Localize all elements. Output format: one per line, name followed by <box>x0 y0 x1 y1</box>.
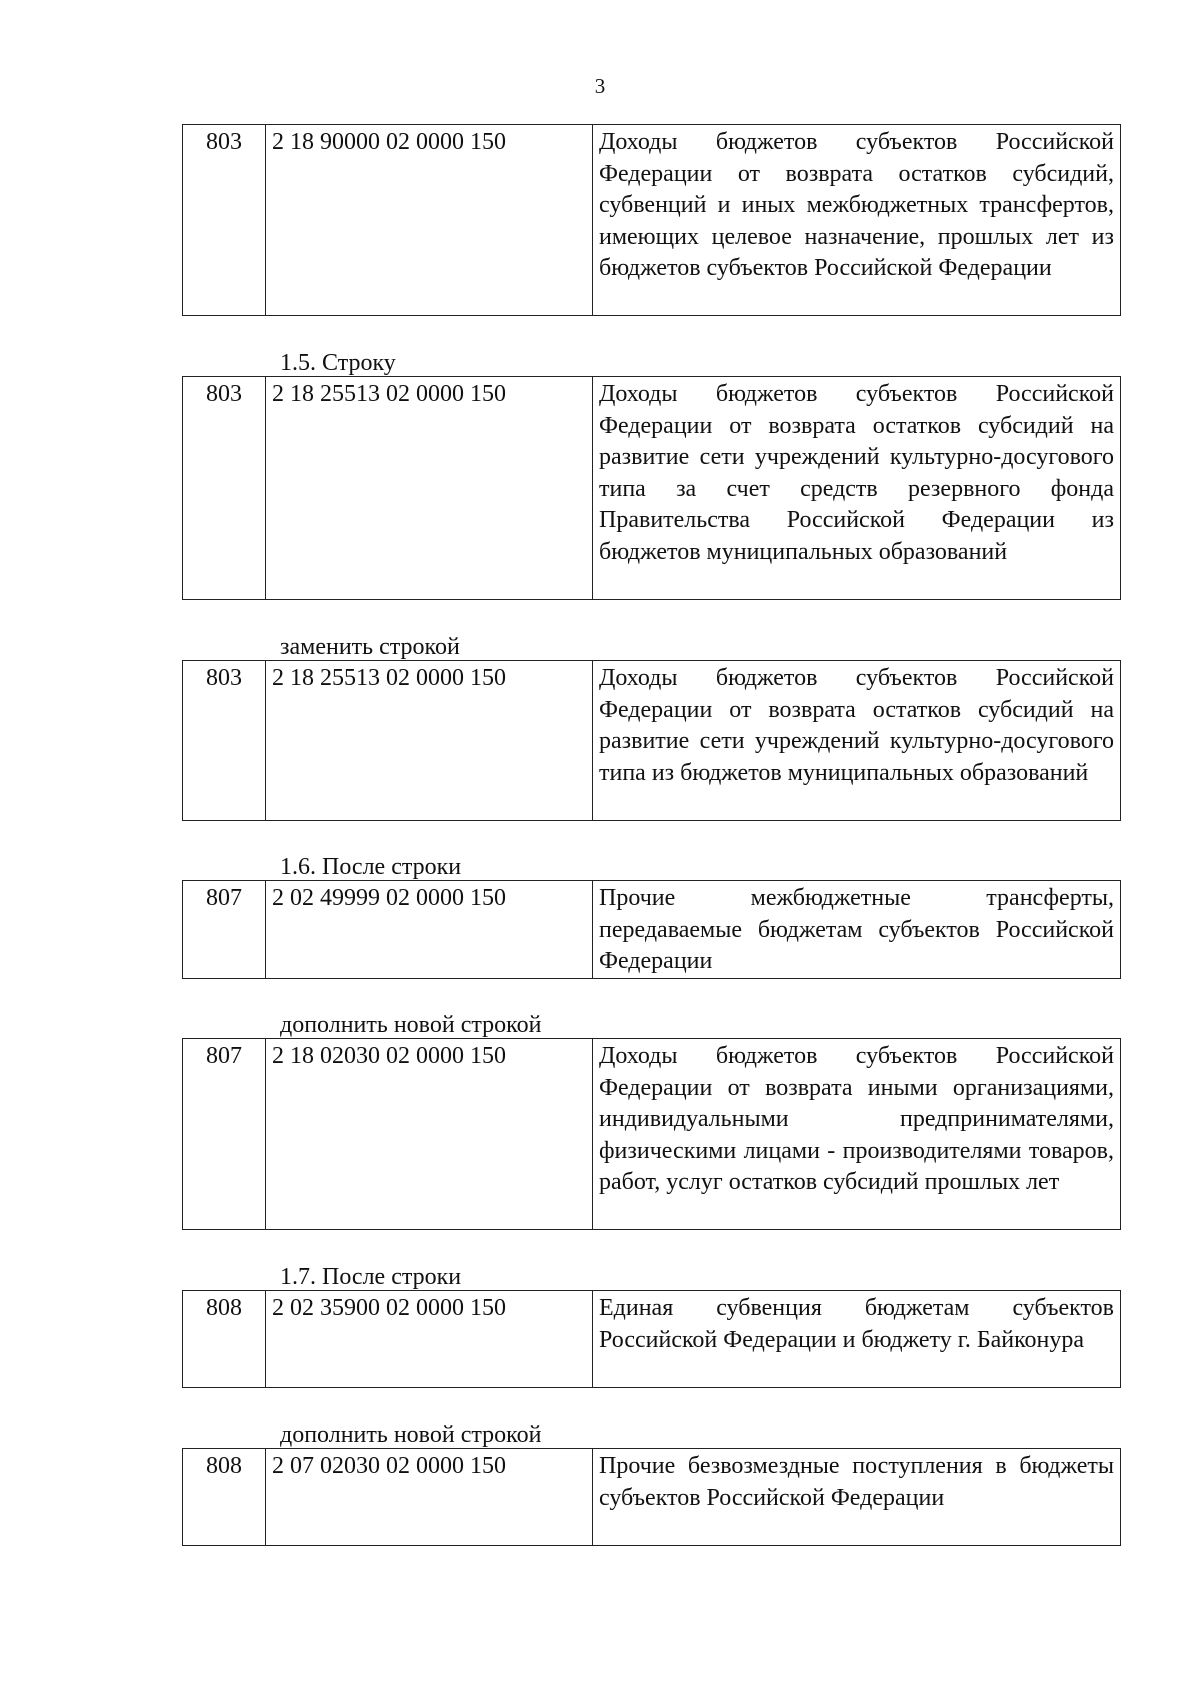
kbk-code: 2 18 25513 02 0000 150 <box>266 377 593 600</box>
kbk-code: 2 02 35900 02 0000 150 <box>266 1291 593 1388</box>
kbk-code: 2 18 02030 02 0000 150 <box>266 1039 593 1230</box>
instruction-label: 1.7. После строки <box>280 1264 462 1290</box>
income-description: Доходы бюджетов субъектов Российской Федерации от возврата остатков субсидий, субвенций и иных межбюджетных трансфертов, имеющих целевое назначение, прошлых лет из бюджетов субъектов Российской Федерации <box>593 125 1121 316</box>
instruction-label: 1.6. После строки <box>280 854 462 880</box>
table-row <box>182 124 1121 316</box>
income-description: Доходы бюджетов субъектов Российской Федерации от возврата остатков субсидий на развитие сети учреждений культурно-досугового типа за счет средств резервного фонда Правительства Российской Федерации из бюджетов муниципальных образований <box>593 377 1121 600</box>
admin-code: 807 <box>183 881 266 979</box>
admin-code: 807 <box>183 1039 266 1230</box>
table-row <box>182 660 1121 821</box>
table-row <box>182 376 1121 600</box>
admin-code: 803 <box>183 661 266 821</box>
table-row <box>182 1038 1121 1230</box>
instruction-label: дополнить новой строкой <box>280 1012 542 1038</box>
income-description: Доходы бюджетов субъектов Российской Федерации от возврата иными организациями, индивидуальными предпринимателями, физическими лицами - производителями товаров, работ, услуг остатков субсидий прошлых лет <box>593 1039 1121 1230</box>
admin-code: 808 <box>183 1449 266 1546</box>
income-description: Доходы бюджетов субъектов Российской Федерации от возврата остатков субсидий на развитие сети учреждений культурно-досугового типа из бюджетов муниципальных образований <box>593 661 1121 821</box>
table-row <box>182 1448 1121 1546</box>
instruction-label: заменить строкой <box>280 634 460 660</box>
admin-code: 808 <box>183 1291 266 1388</box>
income-description: Единая субвенция бюджетам субъектов Российской Федерации и бюджету г. Байконура <box>593 1291 1121 1388</box>
income-description: Прочие безвозмездные поступления в бюджеты субъектов Российской Федерации <box>593 1449 1121 1546</box>
kbk-code: 2 18 90000 02 0000 150 <box>266 125 593 316</box>
instruction-label: дополнить новой строкой <box>280 1422 542 1448</box>
admin-code: 803 <box>183 125 266 316</box>
kbk-code: 2 07 02030 02 0000 150 <box>266 1449 593 1546</box>
page-number: 3 <box>594 74 606 98</box>
table-row <box>182 880 1121 979</box>
kbk-code: 2 18 25513 02 0000 150 <box>266 661 593 821</box>
kbk-code: 2 02 49999 02 0000 150 <box>266 881 593 979</box>
income-description: Прочие межбюджетные трансферты, передаваемые бюджетам субъектов Российской Федерации <box>593 881 1121 979</box>
table-row <box>182 1290 1121 1388</box>
admin-code: 803 <box>183 377 266 600</box>
instruction-label: 1.5. Строку <box>280 350 396 376</box>
